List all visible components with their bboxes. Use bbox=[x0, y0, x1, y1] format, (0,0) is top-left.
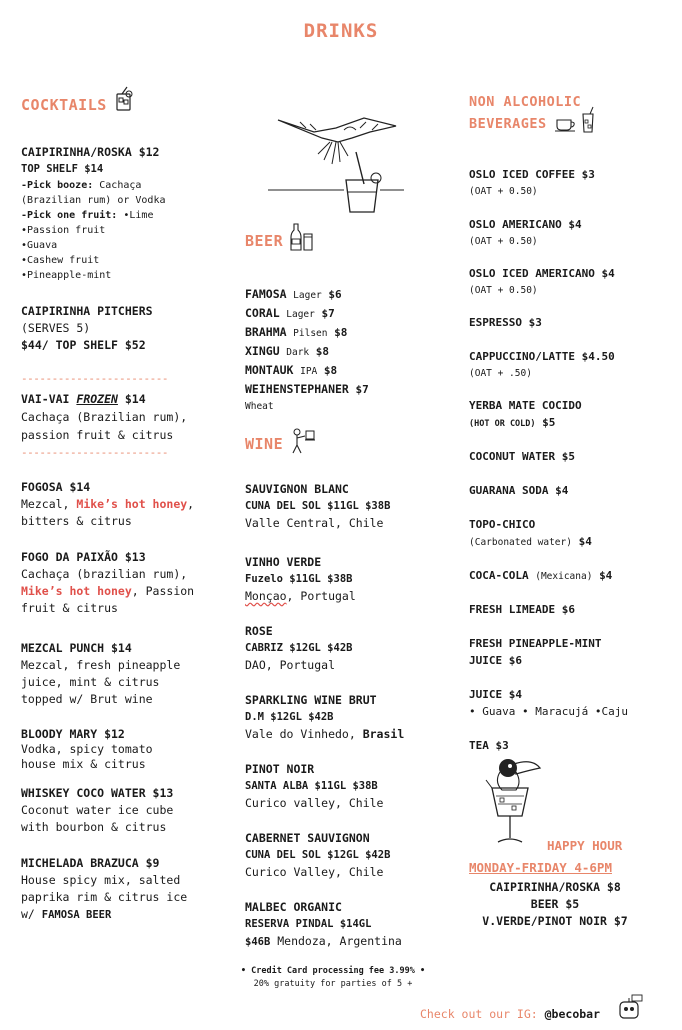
caipirinha-top-shelf: TOP SHELF $14 bbox=[21, 163, 104, 175]
nonalc-item bbox=[469, 516, 592, 551]
nonalc-note: (OAT + 0.50) bbox=[469, 285, 538, 296]
nonalc-price: $5 bbox=[542, 416, 556, 429]
beer-item bbox=[245, 362, 445, 381]
wine-origin-region: Monçao bbox=[245, 589, 287, 603]
wine-origin-country: , Portugal bbox=[286, 589, 356, 603]
card-fee-text: • Credit Card processing fee 3.99% • bbox=[240, 966, 426, 976]
vaivai-price: $14 bbox=[117, 392, 146, 406]
nonalc-item bbox=[469, 397, 582, 433]
beer-list bbox=[245, 286, 445, 416]
parrot-cocktail-illustration bbox=[266, 108, 406, 220]
happy-hour-line: CAIPIRINHA/ROSKA $8 bbox=[489, 880, 621, 894]
beer-item bbox=[245, 324, 445, 343]
michelada-desc-pre: House spicy mix, salted paprika rim & citrus ice w/ bbox=[21, 873, 188, 921]
nonalc-item: TEA $3 bbox=[469, 739, 509, 752]
cocktail-glass-icon bbox=[113, 86, 135, 112]
menu-item-fogo bbox=[21, 549, 206, 617]
waiter-icon bbox=[289, 428, 317, 454]
nonalc-price: JUICE $6 bbox=[469, 654, 522, 667]
nonalc-note: (OAT + 0.50) bbox=[469, 236, 538, 247]
beer-heading bbox=[245, 230, 315, 252]
coffee-cup-icon bbox=[553, 106, 599, 134]
beer-style: Lager bbox=[293, 290, 322, 301]
nonalc-name: FRESH PINEAPPLE-MINT bbox=[469, 637, 602, 650]
wine-label: D.M $12GL $42B bbox=[245, 711, 334, 723]
vaivai-name bbox=[21, 391, 206, 408]
nonalc-heading: NON ALCOHOLIC bbox=[469, 94, 582, 110]
beer-name: XINGU bbox=[245, 343, 280, 358]
beer-item bbox=[245, 343, 445, 362]
gratuity-text: 20% gratuity for parties of 5 + bbox=[253, 979, 413, 989]
fogosa-desc-pre: Mezcal, bbox=[21, 497, 77, 511]
wine-heading-text: WINE bbox=[245, 435, 284, 453]
wine-item bbox=[245, 899, 445, 951]
nonalc-item bbox=[469, 567, 612, 585]
beer-price: $6 bbox=[328, 288, 342, 301]
footer-fee-note bbox=[222, 965, 444, 991]
beer-item bbox=[245, 381, 445, 399]
menu-item-caipirinha bbox=[21, 144, 196, 283]
nonalc-options: • Guava • Maracujá •Caju bbox=[469, 705, 628, 718]
pitchers-serves: (SERVES 5) bbox=[21, 321, 91, 335]
wine-item bbox=[245, 623, 445, 674]
mezcal-punch-name: MEZCAL PUNCH $14 bbox=[21, 641, 132, 655]
wine-label: RESERVA PINDAL $14GL bbox=[245, 918, 372, 930]
wine-type: CABERNET SAUVIGNON bbox=[245, 831, 370, 845]
beer-price: $8 bbox=[334, 325, 348, 339]
nonalc-name: TOPO-CHICO bbox=[469, 518, 536, 531]
wine-label: CABRIZ $12GL $42B bbox=[245, 642, 353, 654]
nonalc-name: JUICE $4 bbox=[469, 688, 522, 701]
menu-item-whiskey bbox=[21, 785, 206, 836]
nonalc-name: YERBA MATE COCIDO bbox=[469, 399, 582, 412]
menu-item-michelada bbox=[21, 855, 201, 924]
nonalc-item bbox=[469, 265, 615, 299]
beer-style: Pilsen bbox=[293, 327, 328, 339]
michelada-name: MICHELADA BRAZUCA $9 bbox=[21, 856, 160, 870]
fogo-desc-pre: Cachaça (brazilian rum), bbox=[21, 567, 188, 581]
cocktails-heading bbox=[21, 96, 135, 114]
menu-item-mezcal-punch bbox=[21, 640, 196, 708]
beer-price: $8 bbox=[323, 363, 338, 377]
nonalc-name: CAPPUCCINO/LATTE $4.50 bbox=[469, 350, 615, 363]
wine-item bbox=[245, 761, 445, 812]
beer-item bbox=[245, 305, 445, 324]
nonalc-price: $4 bbox=[599, 569, 613, 582]
wine-origin: Valle Central, Chile bbox=[245, 516, 384, 530]
nonalc-name: OSLO AMERICANO $4 bbox=[469, 218, 582, 231]
happy-hour-line: BEER $5 bbox=[530, 897, 580, 911]
beer-price: $7 bbox=[321, 306, 335, 320]
beer-name: WEIHENSTEPHANER bbox=[245, 381, 349, 396]
wine-label: SANTA ALBA $11GL $38B bbox=[245, 780, 378, 792]
beer-style: Dark bbox=[286, 346, 310, 358]
nonalc-item bbox=[469, 686, 628, 720]
whiskey-desc: Coconut water ice cube with bourbon & citrus bbox=[21, 803, 174, 834]
nonalc-note: (OAT + 0.50) bbox=[469, 186, 538, 197]
beer-item bbox=[245, 286, 445, 305]
menu-item-bloody-mary bbox=[21, 727, 171, 772]
wine-item bbox=[245, 830, 445, 881]
beer-heading-text: BEER bbox=[245, 232, 284, 250]
robot-logo-icon bbox=[618, 994, 644, 1020]
nonalc-topo-line bbox=[469, 533, 592, 551]
vaivai-name-pre: VAI-VAI bbox=[21, 392, 77, 406]
wine-origin: DAO, Portugal bbox=[245, 658, 336, 672]
wine-label: CUNA DEL SOL $11GL $38B bbox=[245, 500, 391, 512]
wine-bottle-price: $46B bbox=[245, 936, 271, 948]
nonalc-note: (Carbonated water) bbox=[469, 537, 572, 548]
beer-style: IPA bbox=[300, 365, 318, 377]
ig-label: Check out our IG: bbox=[420, 1007, 545, 1021]
nonalc-item: COCONUT WATER $5 bbox=[469, 450, 575, 463]
menu-item-fogosa bbox=[21, 479, 201, 530]
bloody-mary-desc: Vodka, spicy tomato house mix & citrus bbox=[21, 742, 153, 771]
caipirinha-booze bbox=[21, 178, 196, 208]
beer-style: Lager bbox=[286, 308, 315, 320]
menu-item-vaivai bbox=[21, 391, 206, 444]
pitchers-price: $44/ TOP SHELF $52 bbox=[21, 338, 146, 352]
fruit-label: -Pick one fruit: bbox=[21, 210, 118, 221]
fruit-item: •Pineapple-mint bbox=[21, 270, 112, 281]
wine-type: MALBEC ORGANIC bbox=[245, 900, 342, 914]
wine-origin bbox=[245, 588, 445, 605]
menu-item-pitchers bbox=[21, 303, 201, 354]
booze-label: -Pick booze: bbox=[21, 180, 94, 191]
wine-origin-region: Vale do Vinhedo, bbox=[245, 727, 363, 741]
beer-price: $8 bbox=[315, 344, 330, 358]
fogosa-desc-post: , bitters & citrus bbox=[21, 497, 195, 528]
caipirinha-fruit bbox=[21, 208, 196, 223]
pitchers-name: CAIPIRINHA PITCHERS bbox=[21, 304, 153, 318]
divider-dashes: ------------------------ bbox=[21, 372, 168, 385]
nonalc-item bbox=[469, 166, 595, 200]
whiskey-name: WHISKEY COCO WATER $13 bbox=[21, 786, 174, 800]
nonalc-name: OSLO ICED COFFEE $3 bbox=[469, 168, 595, 181]
wine-heading bbox=[245, 434, 317, 454]
wine-label: Fuzelo $11GL $38B bbox=[245, 573, 353, 585]
footer-ig bbox=[420, 1006, 600, 1023]
beer-price: $7 bbox=[355, 382, 369, 396]
nonalc-item bbox=[469, 348, 615, 382]
beer-bottle-icon bbox=[289, 222, 315, 252]
michelada-desc bbox=[21, 872, 201, 924]
wine-type: PINOT NOIR bbox=[245, 762, 315, 776]
cocktails-heading-text: COCKTAILS bbox=[21, 96, 107, 114]
happy-hour-line: V.VERDE/PINOT NOIR $7 bbox=[482, 914, 628, 928]
nonalc-heading-line2 bbox=[469, 114, 599, 134]
wine-origin-region: Mendoza, Argentina bbox=[270, 934, 402, 948]
fruit-item: •Cashew fruit bbox=[21, 255, 100, 266]
beer-name: BRAHMA bbox=[245, 324, 287, 339]
ig-handle-link[interactable]: @becobar bbox=[544, 1007, 601, 1021]
nonalc-price: $4 bbox=[578, 535, 592, 548]
wine-type: SPARKLING WINE BRUT bbox=[245, 693, 377, 707]
wine-type: VINHO VERDE bbox=[245, 555, 322, 569]
bloody-mary-name: BLOODY MARY $12 bbox=[21, 727, 125, 741]
wine-origin bbox=[245, 726, 445, 743]
nonalc-name: COCA-COLA bbox=[469, 569, 529, 582]
wine-item bbox=[245, 692, 445, 743]
nonalc-note: (HOT OR COLD) bbox=[469, 419, 536, 429]
wine-item bbox=[245, 481, 445, 532]
michelada-famosa: FAMOSA BEER bbox=[41, 909, 112, 921]
happy-hour-heading: HAPPY HOUR bbox=[547, 838, 623, 853]
page-title: DRINKS bbox=[303, 20, 379, 42]
nonalc-note: (Mexicana) bbox=[535, 571, 593, 582]
nonalc-note: (OAT + .50) bbox=[469, 368, 532, 379]
beer-name: CORAL bbox=[245, 305, 280, 320]
mezcal-punch-desc: Mezcal, fresh pineapple juice, mint & citrus topped w/ Brut wine bbox=[21, 658, 181, 706]
nonalc-item bbox=[469, 216, 582, 250]
fogo-name: FOGO DA PAIXÃO $13 bbox=[21, 550, 146, 564]
nonalc-item: GUARANA SODA $4 bbox=[469, 484, 569, 497]
nonalc-name: OSLO ICED AMERICANO $4 bbox=[469, 267, 615, 280]
caipirinha-name: CAIPIRINHA/ROSKA $12 bbox=[21, 145, 160, 159]
fogosa-name: FOGOSA $14 bbox=[21, 480, 91, 494]
nonalc-item: FRESH LIMEADE $6 bbox=[469, 603, 575, 616]
wine-origin: Curico valley, Chile bbox=[245, 796, 384, 810]
hot-honey-highlight: Mike’s hot honey bbox=[21, 584, 132, 598]
wine-label: CUNA DEL SOL $12GL $42B bbox=[245, 849, 391, 861]
beer-name: FAMOSA bbox=[245, 287, 287, 301]
fogo-desc-rest bbox=[21, 583, 206, 617]
happy-hour-list bbox=[462, 879, 648, 930]
toucan-illustration bbox=[478, 756, 544, 848]
divider-dashes: ------------------------ bbox=[21, 446, 168, 459]
beer-name: MONTAUK bbox=[245, 362, 294, 377]
fogo-desc-post: , Passion fruit & citrus bbox=[21, 584, 195, 615]
hot-honey-highlight: Mike’s hot honey bbox=[76, 497, 188, 511]
wine-origin-country: Brasil bbox=[362, 727, 405, 741]
booze-text: Cachaça (Brazilian rum) or Vodka bbox=[21, 180, 166, 206]
fogosa-desc bbox=[21, 496, 201, 530]
vaivai-frozen: FROZEN bbox=[76, 392, 118, 406]
vaivai-desc: Cachaça (Brazilian rum), passion fruit & citrus bbox=[21, 410, 188, 442]
wine-item bbox=[245, 554, 445, 605]
nonalc-item: ESPRESSO $3 bbox=[469, 316, 542, 329]
wine-type: SAUVIGNON BLANC bbox=[245, 482, 349, 496]
nonalc-item bbox=[469, 635, 601, 669]
nonalc-yerba-line bbox=[469, 414, 582, 433]
wine-origin bbox=[245, 933, 445, 951]
happy-hour-days: MONDAY-FRIDAY 4-6PM bbox=[469, 860, 612, 875]
fruit-item: •Guava bbox=[21, 240, 58, 251]
wine-origin: Curico Valley, Chile bbox=[245, 865, 384, 879]
wine-type: ROSE bbox=[245, 624, 273, 638]
nonalc-heading-text: BEVERAGES bbox=[469, 116, 547, 132]
beer-style: Wheat bbox=[245, 401, 274, 413]
fruit-item: •Lime bbox=[123, 210, 154, 221]
fruit-item: •Passion fruit bbox=[21, 225, 106, 236]
